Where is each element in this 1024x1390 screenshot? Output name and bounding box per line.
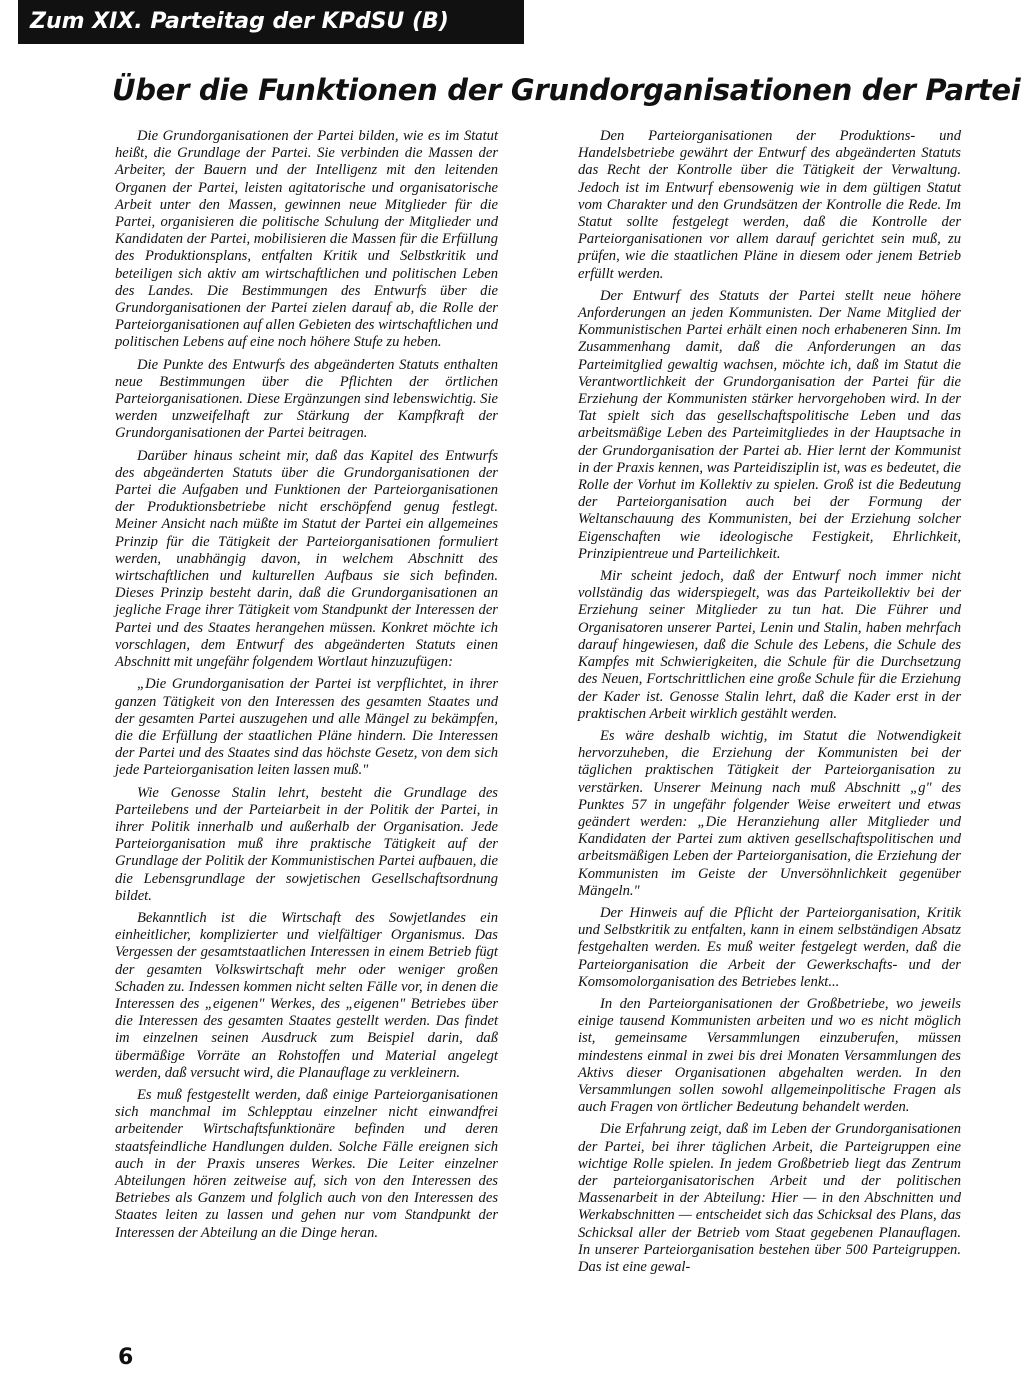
paragraph: In den Parteiorganisationen der Großbetriebe, wo jeweils einige tausend Kommunisten arbeiten und wo es nicht möglich ist, gemeinsame Versammlungen einzuberufen, müssen mindestens einmal in zwei bis drei Monaten Versammlungen des Aktivs dieser Organisationen abgehalten werden. In den Versammlungen sollen sowohl allgemeinpolitische Fragen als auch Fragen von örtlicher Bedeutung behandelt werden.	[578, 995, 961, 1116]
paragraph: Bekanntlich ist die Wirtschaft des Sowjetlandes ein einheitlicher, komplizierter und vielfältiger Organismus. Das Vergessen der gesamtstaatlichen Interessen in einem Betrieb fügt der gesamten Volkswirtschaft mehr oder weniger großen Schaden zu. Indessen kommen nicht selten Fälle vor, in denen die Interessen des „eigenen" Werkes, des „eigenen" Betriebes über die Interessen des gesamten Staates gestellt werden. Das findet im einzelnen seinen Ausdruck zum Beispiel darin, daß übermäßige Vorräte an Rohstoffen und Material angelegt werden, daß versucht wird, die Planauflage zu verkleinern.	[115, 909, 498, 1081]
paragraph: Mir scheint jedoch, daß der Entwurf noch immer nicht vollständig das widerspiegelt, was das Parteikollektiv bei der Erziehung seiner Mitglieder zu tun hat. Die Führer und Organisatoren unserer Partei, Lenin und Stalin, haben mehrfach darauf hingewiesen, daß die Schule des Lebens, die Schule des Kampfes mit Schwierigkeiten, die Schule für die Durchsetzung des Neuen, Fortschrittlichen eine große Schule für die Erziehung der Kader ist. Genosse Stalin lehrt, daß die Kader erst in der praktischen Arbeit wirklich gestählt werden.	[578, 568, 961, 722]
page-number: 6	[118, 1345, 134, 1370]
paragraph: Es wäre deshalb wichtig, im Statut die Notwendigkeit hervorzuheben, die Erziehung der Kommunisten bei der täglichen praktischen Tätigkeit der Parteiorganisation zu verstärken. Unserer Meinung nach muß Abschnitt „g" des Punktes 57 in ungefähr folgender Weise erweitert und etwas geändert werden: „Die Heranziehung aller Mitglieder und Kandidaten der Partei zum aktiven gesellschaftspolitischen und arbeitsmäßigen Leben der Parteiorganisation, die Erziehung der Kommunisten im Geiste der Unversöhnlichkeit gegenüber Mängeln."	[578, 727, 961, 899]
paragraph: Die Grundorganisationen der Partei bilden, wie es im Statut heißt, die Grundlage der Partei. Sie verbinden die Massen der Arbeiter, der Bauern und der Intelligenz mit den leitenden Organen der Partei, leisten agitatorische und organisatorische Arbeit unter den Massen, gewinnen neue Mitglieder für die Partei, organisieren die politische Schulung der Mitglieder und Kandidaten der Partei, mobilisieren die Massen für die Erfüllung des Produktionsplans, entfalten Kritik und Selbstkritik und beteiligen sich aktiv am wirtschaftlichen und politischen Leben des Landes. Die Bestimmungen des Entwurfs über die Grundorganisationen der Partei zielen darauf ab, die Rolle der Parteiorganisationen auf allen Gebieten des wirtschaftlichen und politischen Lebens auf eine noch höhere Stufe zu heben.	[115, 128, 498, 351]
paragraph: Der Hinweis auf die Pflicht der Parteiorganisation, Kritik und Selbstkritik zu entfalten, kann in einem selbständigen Absatz festgehalten werden. Es muß weiter festgelegt werden, daß die Parteiorganisation die Arbeit der Gewerkschafts- und der Komsomolorganisation des Betriebes lenkt...	[578, 904, 961, 990]
paragraph: Die Punkte des Entwurfs des abgeänderten Statuts enthalten neue Bestimmungen über die Pflichten der örtlichen Parteiorganisationen. Diese Ergänzungen sind lebenswichtig. Sie werden unzweifelhaft zur Stärkung der Kampfkraft der Grundorganisationen der Partei beitragen.	[115, 356, 498, 442]
article-column-left	[115, 128, 498, 1247]
article-column-right	[578, 128, 961, 1281]
paragraph: Es muß festgestellt werden, daß einige Parteiorganisationen sich manchmal im Schlepptau einzelner nicht einwandfrei arbeitender Wirtschaftsfunktionäre befinden und deren staatsfeindliche Handlungen dulden. Solche Fälle ereignen sich auch in der Praxis unseres Werkes. Die Leiter einzelner Abteilungen hören zeitweise auf, sich von den Interessen des Betriebes als Ganzem und folglich auch von den Interessen des Staates leiten zu lassen und gehen nur vom Standpunkt der Interessen der Abteilung an die Dinge heran.	[115, 1086, 498, 1241]
article-title: Über die Funktionen der Grundorganisationen der Partei	[112, 73, 1021, 107]
paragraph: Der Entwurf des Statuts der Partei stellt neue höhere Anforderungen an jeden Kommunisten. Der Name Mitglied der Kommunistischen Partei erhält einen noch erhabeneren Sinn. Im Zusammenhang damit, daß die Anforderungen an das Parteimitglied gewaltig wachsen, möchte ich, daß im Statut die Verantwortlichkeit der Grundorganisation der Partei für die Erziehung der Kommunisten stärker hervorgehoben wird. In der Tat spielt sich das gesellschaftspolitische Leben und das arbeitsmäßige Leben des Parteimitgliedes in der Hauptsache in der Grundorganisation der Partei ab. Hier lernt der Kommunist in der Praxis kennen, was Parteidisziplin ist, was es bedeutet, die Rolle der Vorhut im Kollektiv zu spielen. Groß ist die Bedeutung der Parteiorganisation auch bei der Formung der Weltanschauung des Kommunisten, bei der Erziehung solcher Eigenschaften wie ideologische Festigkeit, Ehrlichkeit, Prinzipientreue und Parteilichkeit.	[578, 287, 961, 562]
paragraph: Darüber hinaus scheint mir, daß das Kapitel des Entwurfs des abgeänderten Statuts über die Grundorganisationen der Partei die Aufgaben und Funktionen der Parteiorganisationen der Produktionsbetriebe nicht erschöpfend genug festlegt. Meiner Ansicht nach müßte im Statut der Partei ein allgemeines Prinzip für die Tätigkeit der Parteiorganisationen formuliert werden, unabhängig davon, in welchem Abschnitt des wirtschaftlichen und kulturellen Aufbaus sie sich befinden. Dieses Prinzip besteht darin, daß die Grundorganisationen an jegliche Frage ihrer Tätigkeit vom Standpunkt der Interessen der Partei und des Staates herangehen müssen. Konkret möchte ich vorschlagen, dem Entwurf des abgeänderten Statuts einen Abschnitt mit ungefähr folgendem Wortlaut hinzuzufügen:	[115, 447, 498, 671]
paragraph: Wie Genosse Stalin lehrt, besteht die Grundlage des Parteilebens und der Parteiarbeit in der Politik der Partei, in ihrer Politik innerhalb und außerhalb der Organisation. Jede Parteiorganisation muß ihre praktische Tätigkeit auf der Grundlage der Politik der Kommunistischen Partei aufbauen, die die Lebensgrundlage der sowjetischen Gesellschaftsordnung bildet.	[115, 784, 498, 904]
paragraph: Den Parteiorganisationen der Produktions- und Handelsbetriebe gewährt der Entwurf des abgeänderten Statuts das Recht der Kontrolle über die Tätigkeit der Verwaltung. Jedoch ist im Entwurf ebensowenig wie in dem gültigen Statut vom Charakter und den Grundsätzen der Kontrolle die Rede. Im Statut sollte festgelegt werden, daß die Kontrolle der Parteiorganisationen vor allem darauf gerichtet sein muß, zu prüfen, wie die staatlichen Pläne in diesem oder jenem Betrieb erfüllt werden.	[578, 128, 961, 282]
paragraph: „Die Grundorganisation der Partei ist verpflichtet, in ihrer ganzen Tätigkeit von den Interessen des gesamten Staates und der gesamten Partei auszugehen und alle Mängel zu bekämpfen, die die Erfüllung der staatlichen Pläne hindern. Die Interessen der Partei und des Staates sind das höchste Gesetz, von dem sich jede Parteiorganisation leiten lassen muß."	[115, 676, 498, 779]
section-banner: Zum XIX. Parteitag der KPdSU (B)	[18, 0, 524, 44]
paragraph: Die Erfahrung zeigt, daß im Leben der Grundorganisationen der Partei, bei ihrer täglichen Arbeit, die Parteigruppen eine wichtige Rolle spielen. In jedem Großbetrieb liegt das Zentrum der parteiorganisatorischen Arbeit und der politischen Massenarbeit in der Abteilung: Hier — in den Abschnitten und Werkabschnitten — entscheidet sich das Schicksal des Plans, das Schicksal aller der Betrieb vom Staat gegebenen Planauflagen. In unserer Parteiorganisation bestehen über 500 Parteigruppen. Das ist eine gewal-	[578, 1121, 961, 1275]
